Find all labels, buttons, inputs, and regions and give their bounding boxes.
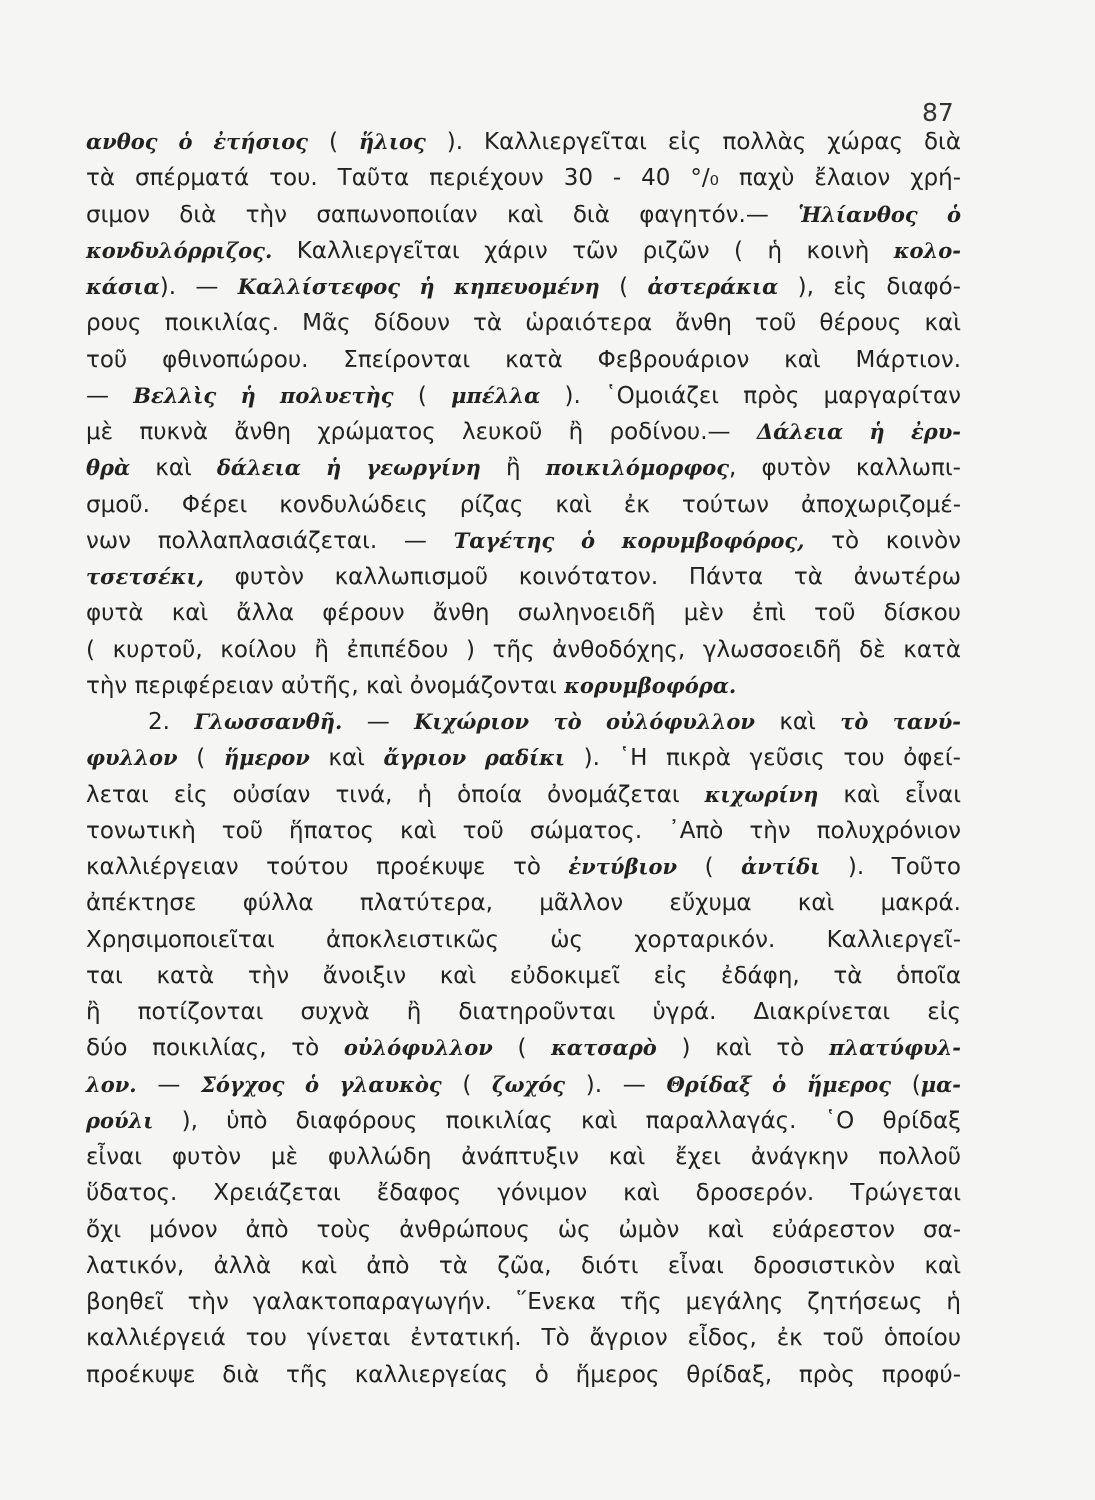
text-run: — — [136, 1071, 202, 1098]
text-line — [86, 1212, 961, 1248]
text-run: ( — [599, 274, 648, 300]
text-run: Χρησιμοποιεῖται ἀποκλειστικῶς ὡς χορταρικόν. Καλλιεργεῖ- — [86, 926, 961, 953]
text-line — [86, 777, 961, 813]
text-run: ). — — [565, 1071, 667, 1098]
emphasized-term: ἀντίδι — [741, 854, 821, 879]
text-run: ἀπέκτησε φύλλα πλατύτερα, μᾶλλον εὔχυμα καὶ μακρά. — [86, 890, 961, 917]
text-run: ), ὑπὸ διαφόρους ποικιλίας καὶ παραλλαγάς. ῾Ο θρίδαξ — [153, 1107, 961, 1134]
text-line — [86, 1284, 961, 1320]
emphasized-term: θρὰ — [86, 455, 131, 481]
emphasized-term: τὸ τανύ- — [840, 709, 961, 734]
text-run: ἢ ποτίζονται συχνὰ ἢ διατηροῦνται ὑγρά. Διακρίνεται εἰς — [86, 999, 961, 1025]
text-run: ὄχι μόνον ἀπὸ τοὺς ἀνθρώπους ὡς ὠμὸν καὶ εὐάρεστον σα- — [86, 1216, 961, 1243]
text-line — [86, 704, 961, 740]
text-run: τὸ κοινὸν — [804, 527, 961, 554]
text-line — [86, 233, 961, 269]
text-line — [86, 124, 961, 160]
text-run: φυτὸν καλλωπισμοῦ κοινότατον. Πάντα τὰ ἀνωτέρω — [203, 564, 961, 590]
text-line — [86, 523, 961, 559]
text-run: ( — [393, 382, 452, 409]
text-run: ὕδατος. Χρειάζεται ἔδαφος γόνιμον καὶ δροσερόν. Τρώγεται — [86, 1180, 961, 1207]
text-run: ). Τοῦτο — [820, 854, 961, 880]
text-line — [86, 668, 961, 704]
text-run: καὶ — [309, 745, 384, 772]
text-run: σμοῦ. Φέρει κονδυλώδεις ρίζας καὶ ἐκ τούτων ἀποχωριζομέ- — [86, 491, 961, 518]
text-run: τοῦ φθινοπώρου. Σπείρονται κατὰ Φεβρουάριον καὶ Μάρτιον. — [86, 346, 961, 373]
text-line — [86, 1103, 961, 1139]
text-run: τὴν περιφέρειαν αὐτῆς, καὶ ὀνομάζονται — [86, 672, 565, 699]
text-run: Καλλιεργεῖται χάριν τῶν ριζῶν ( ἡ κοινὴ — [272, 237, 894, 264]
emphasized-term: ἄγριον ραδίκι — [383, 745, 566, 771]
text-run: τονωτικὴ τοῦ ἥπατος καὶ τοῦ σώματος. ᾽Απὸ τὴν πολυχρόνιον — [86, 817, 961, 844]
text-run: εἶναι φυτὸν μὲ φυλλώδη ἀνάπτυξιν καὶ ἔχει ἀνάγκην πολλοῦ — [86, 1144, 961, 1170]
text-run: καὶ — [130, 455, 217, 482]
text-line — [86, 849, 961, 885]
text-run: , φυτὸν καλλωπι- — [729, 455, 961, 482]
emphasized-term: Βελλὶς ἡ πολυετὴς — [133, 382, 394, 408]
emphasized-term: ἥμερον — [223, 745, 310, 771]
emphasized-term: Σόγχος ὁ γλαυκὸς — [201, 1071, 442, 1097]
text-run: προέκυψε διὰ τῆς καλλιεργείας ὁ ἥμερος θρίδαξ, πρὸς προφύ- — [86, 1361, 961, 1388]
emphasized-term: κιχωρίνη — [704, 781, 819, 807]
text-run: τὰ σπέρματά του. Ταῦτα περιέχουν 30 - 40 °/₀ παχὺ ἔλαιον χρή- — [86, 165, 961, 192]
text-line — [86, 1357, 961, 1393]
text-line — [86, 632, 961, 668]
text-run: ), εἰς διαφό- — [778, 274, 961, 300]
text-line — [86, 740, 961, 776]
emphasized-term: κατσαρὸ — [551, 1035, 657, 1061]
text-line — [86, 922, 961, 958]
text-run: — — [86, 382, 134, 409]
text-line — [86, 1067, 961, 1103]
text-run: ται κατὰ τὴν ἄνοιξιν καὶ εὐδοκιμεῖ εἰς ἐδάφη, τὰ ὁποῖα — [86, 962, 961, 989]
page-number: 87 — [922, 98, 954, 127]
emphasized-term: τσετσέκι, — [86, 564, 204, 589]
emphasized-term: κορυμβοφόρα. — [564, 672, 737, 698]
text-line — [86, 450, 961, 486]
text-line — [86, 1320, 961, 1356]
text-line — [86, 414, 961, 450]
text-run: καὶ — [754, 709, 841, 735]
text-run: ἢ — [480, 455, 546, 482]
text-run: λατικόν, ἀλλὰ καὶ ἀπὸ τὰ ζῶα, διότι εἶναι δροσιστικὸν καὶ — [86, 1252, 961, 1279]
text-line — [86, 269, 961, 305]
text-run: καλλιέργειά του γίνεται ἐντατική. Τὸ ἄγριον εἶδος, ἐκ τοῦ ὁποίου — [86, 1325, 961, 1352]
text-run: ) καὶ τὸ — [656, 1035, 830, 1062]
text-run: λεται εἰς οὐσίαν τινά, ἡ ὁποία ὀνομάζεται — [86, 781, 705, 808]
emphasized-term: μπέλλα — [451, 382, 541, 408]
text-line — [86, 595, 961, 631]
emphasized-term: Καλλίστεφος ἡ κηπευομένη — [237, 274, 600, 299]
emphasized-term: ρούλι — [86, 1107, 154, 1133]
text-run: ( κυρτοῦ, κοίλου ἢ ἐπιπέδου ) τῆς ἀνθοδόχης, γλωσσοειδῆ δὲ κατὰ — [86, 636, 961, 663]
emphasized-term: Δάλεια ἡ ἐρυ- — [756, 419, 961, 444]
emphasized-term: ανθος ὁ ἐτήσιος — [86, 129, 309, 154]
text-line — [86, 342, 961, 378]
emphasized-term: λον. — [86, 1071, 137, 1097]
text-run: ( — [891, 1071, 921, 1098]
text-run: — — [342, 709, 415, 735]
emphasized-term: μα- — [920, 1071, 961, 1097]
text-run: ). ῾Η πικρὰ γεῦσις του ὀφεί- — [565, 745, 961, 772]
text-line — [86, 958, 961, 994]
emphasized-term: Θρίδαξ ὁ ἥμερος — [666, 1071, 892, 1097]
text-line — [86, 487, 961, 523]
text-run: ( — [308, 129, 359, 155]
text-line — [86, 160, 961, 196]
emphasized-term: Ταγέτης ὁ κορυμβοφόρος, — [453, 527, 805, 553]
text-run: καὶ εἶναι — [818, 781, 961, 808]
text-run: βοηθεῖ τὴν γαλακτοπαραγωγήν. ῞Ενεκα τῆς μεγάλης ζητήσεως ἡ — [86, 1289, 961, 1315]
text-run: ). — — [159, 274, 238, 300]
emphasized-term: πλατύφυλ- — [829, 1035, 961, 1061]
text-run: σιμον διὰ τὴν σαπωνοποιίαν καὶ διὰ φαγητόν.— — [86, 201, 799, 228]
emphasized-term: κονδυλόρριζος. — [86, 237, 273, 263]
text-line — [86, 197, 961, 233]
emphasized-term: Ἡλίανθος ὁ — [798, 201, 961, 227]
text-run: ( — [177, 745, 224, 772]
text-line — [86, 305, 961, 341]
emphasized-term: ἥλιος — [358, 129, 426, 154]
text-run: 2. — [148, 709, 195, 735]
text-line — [86, 813, 961, 849]
emphasized-term: ποικιλόμορφος — [545, 455, 730, 481]
text-run: μὲ πυκνὰ ἄνθη χρώματος λευκοῦ ἢ ροδίνου.— — [86, 419, 757, 445]
text-run: ). Καλλιεργεῖται εἰς πολλὰς χώρας διὰ — [425, 129, 961, 155]
body-text — [86, 124, 961, 1393]
emphasized-term: Κιχώριον τὸ οὐλόφυλλον — [414, 709, 755, 734]
text-line — [86, 1175, 961, 1211]
text-run: φυτὰ καὶ ἄλλα φέρουν ἄνθη σωληνοειδῆ μὲν ἐπὶ τοῦ δίσκου — [86, 600, 961, 627]
emphasized-term: φυλλον — [86, 745, 178, 771]
text-run: καλλιέργειαν τούτου προέκυψε τὸ — [86, 854, 569, 880]
emphasized-term: ἐντύβιον — [568, 854, 678, 879]
text-run: ( — [492, 1035, 552, 1062]
emphasized-term: δάλεια ἡ γεωργίνη — [216, 455, 481, 481]
emphasized-term: Γλωσσανθῆ. — [194, 709, 343, 734]
emphasized-term: οὐλόφυλλον — [343, 1035, 493, 1061]
text-run: νων πολλαπλασιάζεται. — — [86, 527, 454, 554]
text-run: ( — [677, 854, 742, 880]
text-run: ). ῾Ομοιάζει πρὸς μαργαρίταν — [540, 382, 961, 409]
text-line — [86, 885, 961, 921]
text-line — [86, 994, 961, 1030]
text-line — [86, 1030, 961, 1066]
text-run: ρους ποικιλίας. Μᾶς δίδουν τὰ ὡραιότερα ἄνθη τοῦ θέρους καὶ — [86, 310, 961, 337]
text-line — [86, 1139, 961, 1175]
text-line — [86, 1248, 961, 1284]
text-run: ( — [441, 1071, 493, 1098]
emphasized-term: ζωχός — [492, 1071, 566, 1097]
text-line — [86, 378, 961, 414]
text-run: δύο ποικιλίας, τὸ — [86, 1035, 344, 1062]
emphasized-term: ἀστεράκια — [647, 274, 779, 299]
emphasized-term: κολο- — [893, 237, 961, 263]
text-line — [86, 559, 961, 595]
emphasized-term: κάσια — [86, 274, 160, 299]
